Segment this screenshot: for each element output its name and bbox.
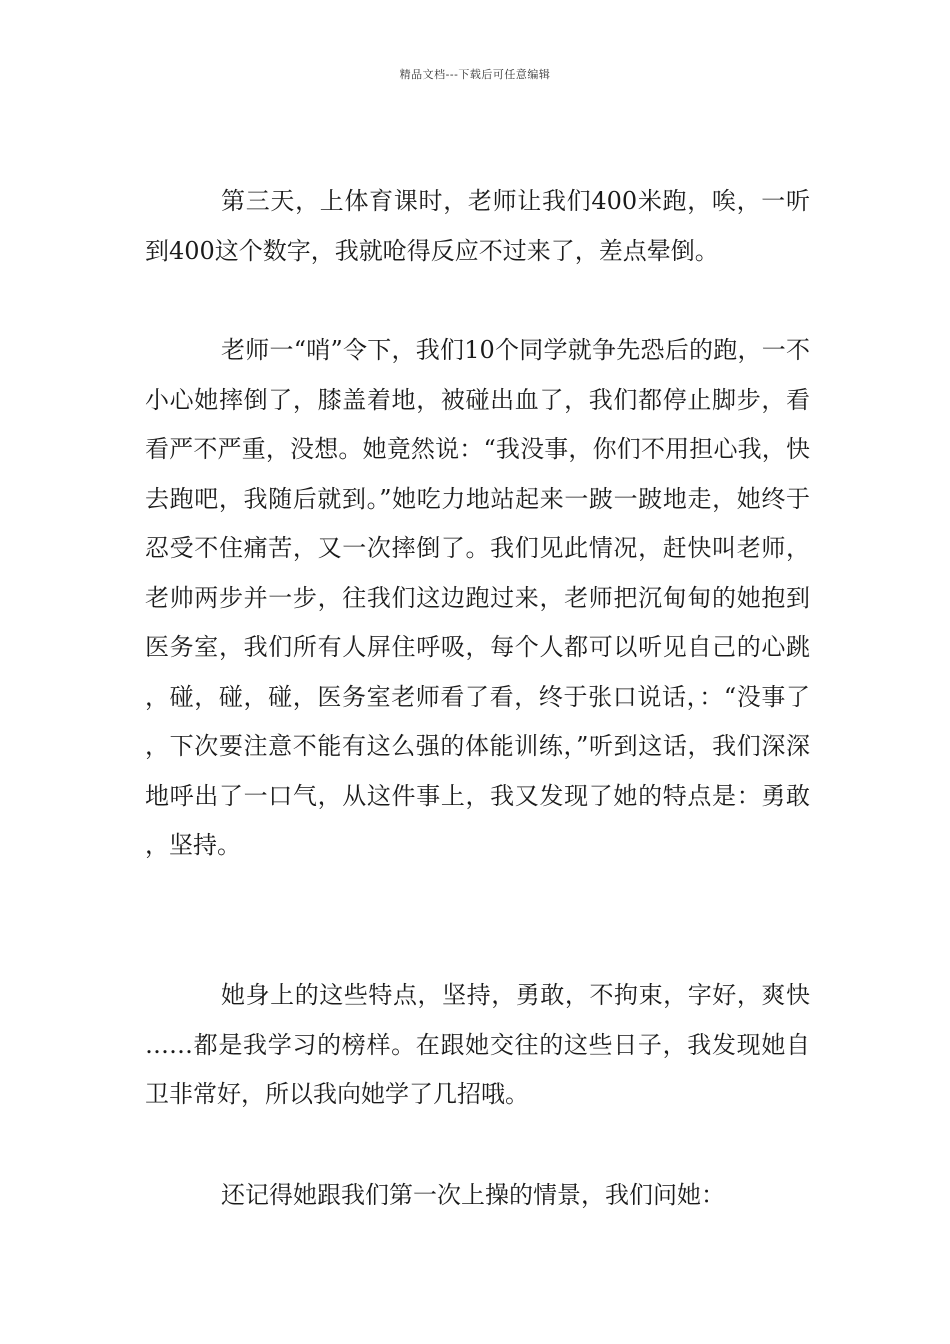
- paragraph-4: [145, 1171, 810, 1221]
- paragraph-text: 还记得她跟我们第一次上操的情景，我们问她：: [221, 1181, 725, 1209]
- paragraph-1: [145, 177, 810, 276]
- paragraph-2: [145, 326, 810, 871]
- paragraph-text: 她身上的这些特点，坚持，勇敢，不拘束，字好，爽快……都是我学习的榜样。在跟她交往的这些日子，我发现她自卫非常好，所以我向她学了几招哦。: [145, 981, 810, 1108]
- paragraph-text: 老师一“哨”令下，我们10个同学就争先恐后的跑，一不小心她摔倒了，膝盖着地，被碰出血了，我们都停止脚步，看看严不严重，没想。她竟然说：“我没事，你们不用担心我，快去跑吧，我随后就到。”她吃力地站起来一跛一跛地走，她终于忍受不住痛苦，又一次摔倒了。我们见此情况，赶快叫老师，老帅两步并一步，往我们这边跑过来，老师把沉甸甸的她抱到医务室，我们所有人屏住呼吸，每个人都可以听见自己的心跳，碰，碰，碰，医务室老师看了看，终于张口说话，：“没事了，下次要注意不能有这么强的体能训练，”听到这话，我们深深地呼出了一口气，从这件事上，我又发现了她的特点是：勇敢，坚持。: [145, 336, 810, 859]
- paragraph-3: [145, 971, 810, 1120]
- page-header: 精品文档---下载后可任意编辑: [399, 68, 551, 81]
- paragraph-text: 第三天，上体育课时，老师让我们400米跑，唉，一听到400这个数字，我就呛得反应不过来了，差点晕倒。: [145, 187, 810, 265]
